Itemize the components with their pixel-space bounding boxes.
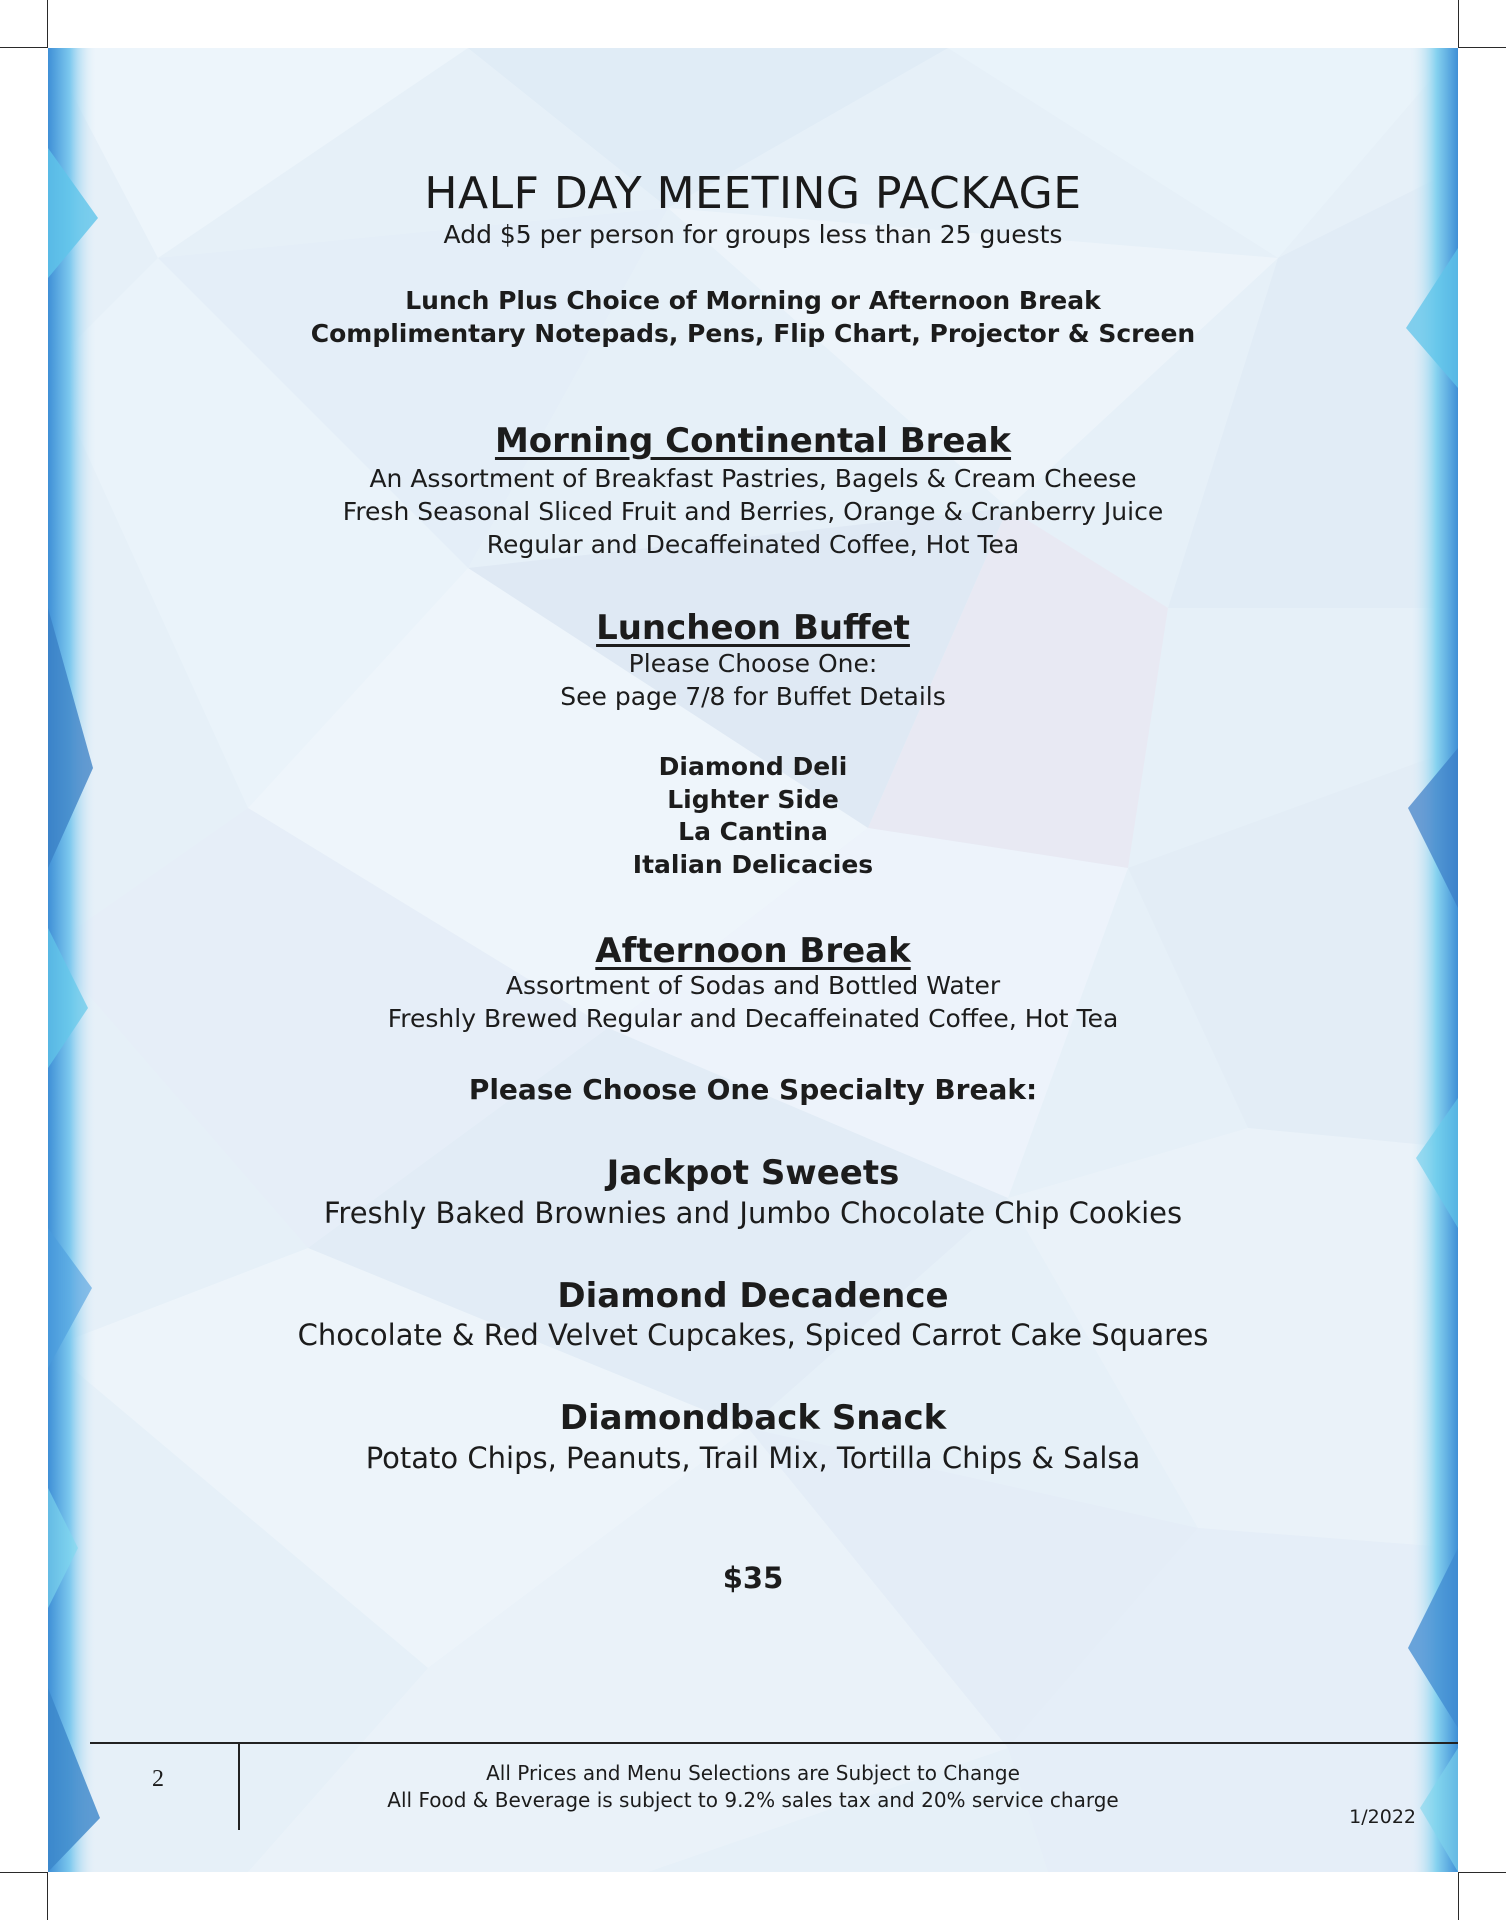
footer-note: All Food & Beverage is subject to 9.2% sales tax and 20% service charge <box>387 1788 1119 1812</box>
includes-line-2: Complimentary Notepads, Pens, Flip Chart, Projector & Screen <box>310 319 1196 348</box>
package-price: $35 <box>722 1561 784 1595</box>
morning-break-heading: Morning Continental Break <box>494 421 1012 461</box>
luncheon-note: See page 7/8 for Buffet Details <box>560 682 946 711</box>
morning-item: Regular and Decaffeinated Coffee, Hot Tea <box>486 530 1020 559</box>
crop-mark <box>0 47 48 48</box>
specialty-desc: Chocolate & Red Velvet Cupcakes, Spiced Carrot Cake Squares <box>297 1318 1209 1352</box>
footer-note: All Prices and Menu Selections are Subject to Change <box>486 1761 1020 1785</box>
footer-vertical-divider <box>238 1743 240 1830</box>
afternoon-item: Assortment of Sodas and Bottled Water <box>505 971 1001 1000</box>
specialty-desc: Potato Chips, Peanuts, Trail Mix, Tortilla Chips & Salsa <box>365 1441 1141 1475</box>
buffet-option: Diamond Deli <box>658 752 848 781</box>
crop-mark <box>47 1872 48 1920</box>
luncheon-buffet-heading: Luncheon Buffet <box>596 608 910 648</box>
crop-mark <box>1458 0 1459 48</box>
page-title: HALF DAY MEETING PACKAGE <box>424 168 1082 219</box>
specialty-desc: Freshly Baked Brownies and Jumbo Chocolate Chip Cookies <box>323 1196 1183 1230</box>
page-number: 2 <box>152 1766 164 1792</box>
afternoon-item: Freshly Brewed Regular and Decaffeinated Coffee, Hot Tea <box>387 1004 1119 1033</box>
includes-line-1: Lunch Plus Choice of Morning or Afternoon Break <box>405 286 1101 315</box>
buffet-option: Lighter Side <box>667 785 839 814</box>
crop-mark <box>1458 47 1506 48</box>
buffet-option: Italian Delicacies <box>632 850 874 879</box>
menu-content <box>48 48 1458 1872</box>
crop-mark <box>1458 1872 1506 1873</box>
luncheon-note: Please Choose One: <box>628 649 878 678</box>
specialty-prompt: Please Choose One Specialty Break: <box>468 1073 1038 1106</box>
morning-item: Fresh Seasonal Sliced Fruit and Berries, Orange & Cranberry Juice <box>342 497 1164 526</box>
specialty-name: Diamond Decadence <box>557 1276 949 1316</box>
specialty-name: Diamondback Snack <box>559 1398 947 1438</box>
specialty-name: Jackpot Sweets <box>606 1153 900 1193</box>
footer-divider <box>90 1742 1458 1744</box>
revision-date: 1/2022 <box>1349 1806 1416 1828</box>
crop-mark <box>47 0 48 48</box>
afternoon-break-heading: Afternoon Break <box>595 931 911 971</box>
crop-mark <box>0 1872 48 1873</box>
menu-page <box>48 48 1458 1872</box>
morning-item: An Assortment of Breakfast Pastries, Bagels & Cream Cheese <box>369 464 1137 493</box>
buffet-option: La Cantina <box>678 817 828 846</box>
subtitle: Add $5 per person for groups less than 25 guests <box>443 220 1063 249</box>
crop-mark <box>1458 1872 1459 1920</box>
